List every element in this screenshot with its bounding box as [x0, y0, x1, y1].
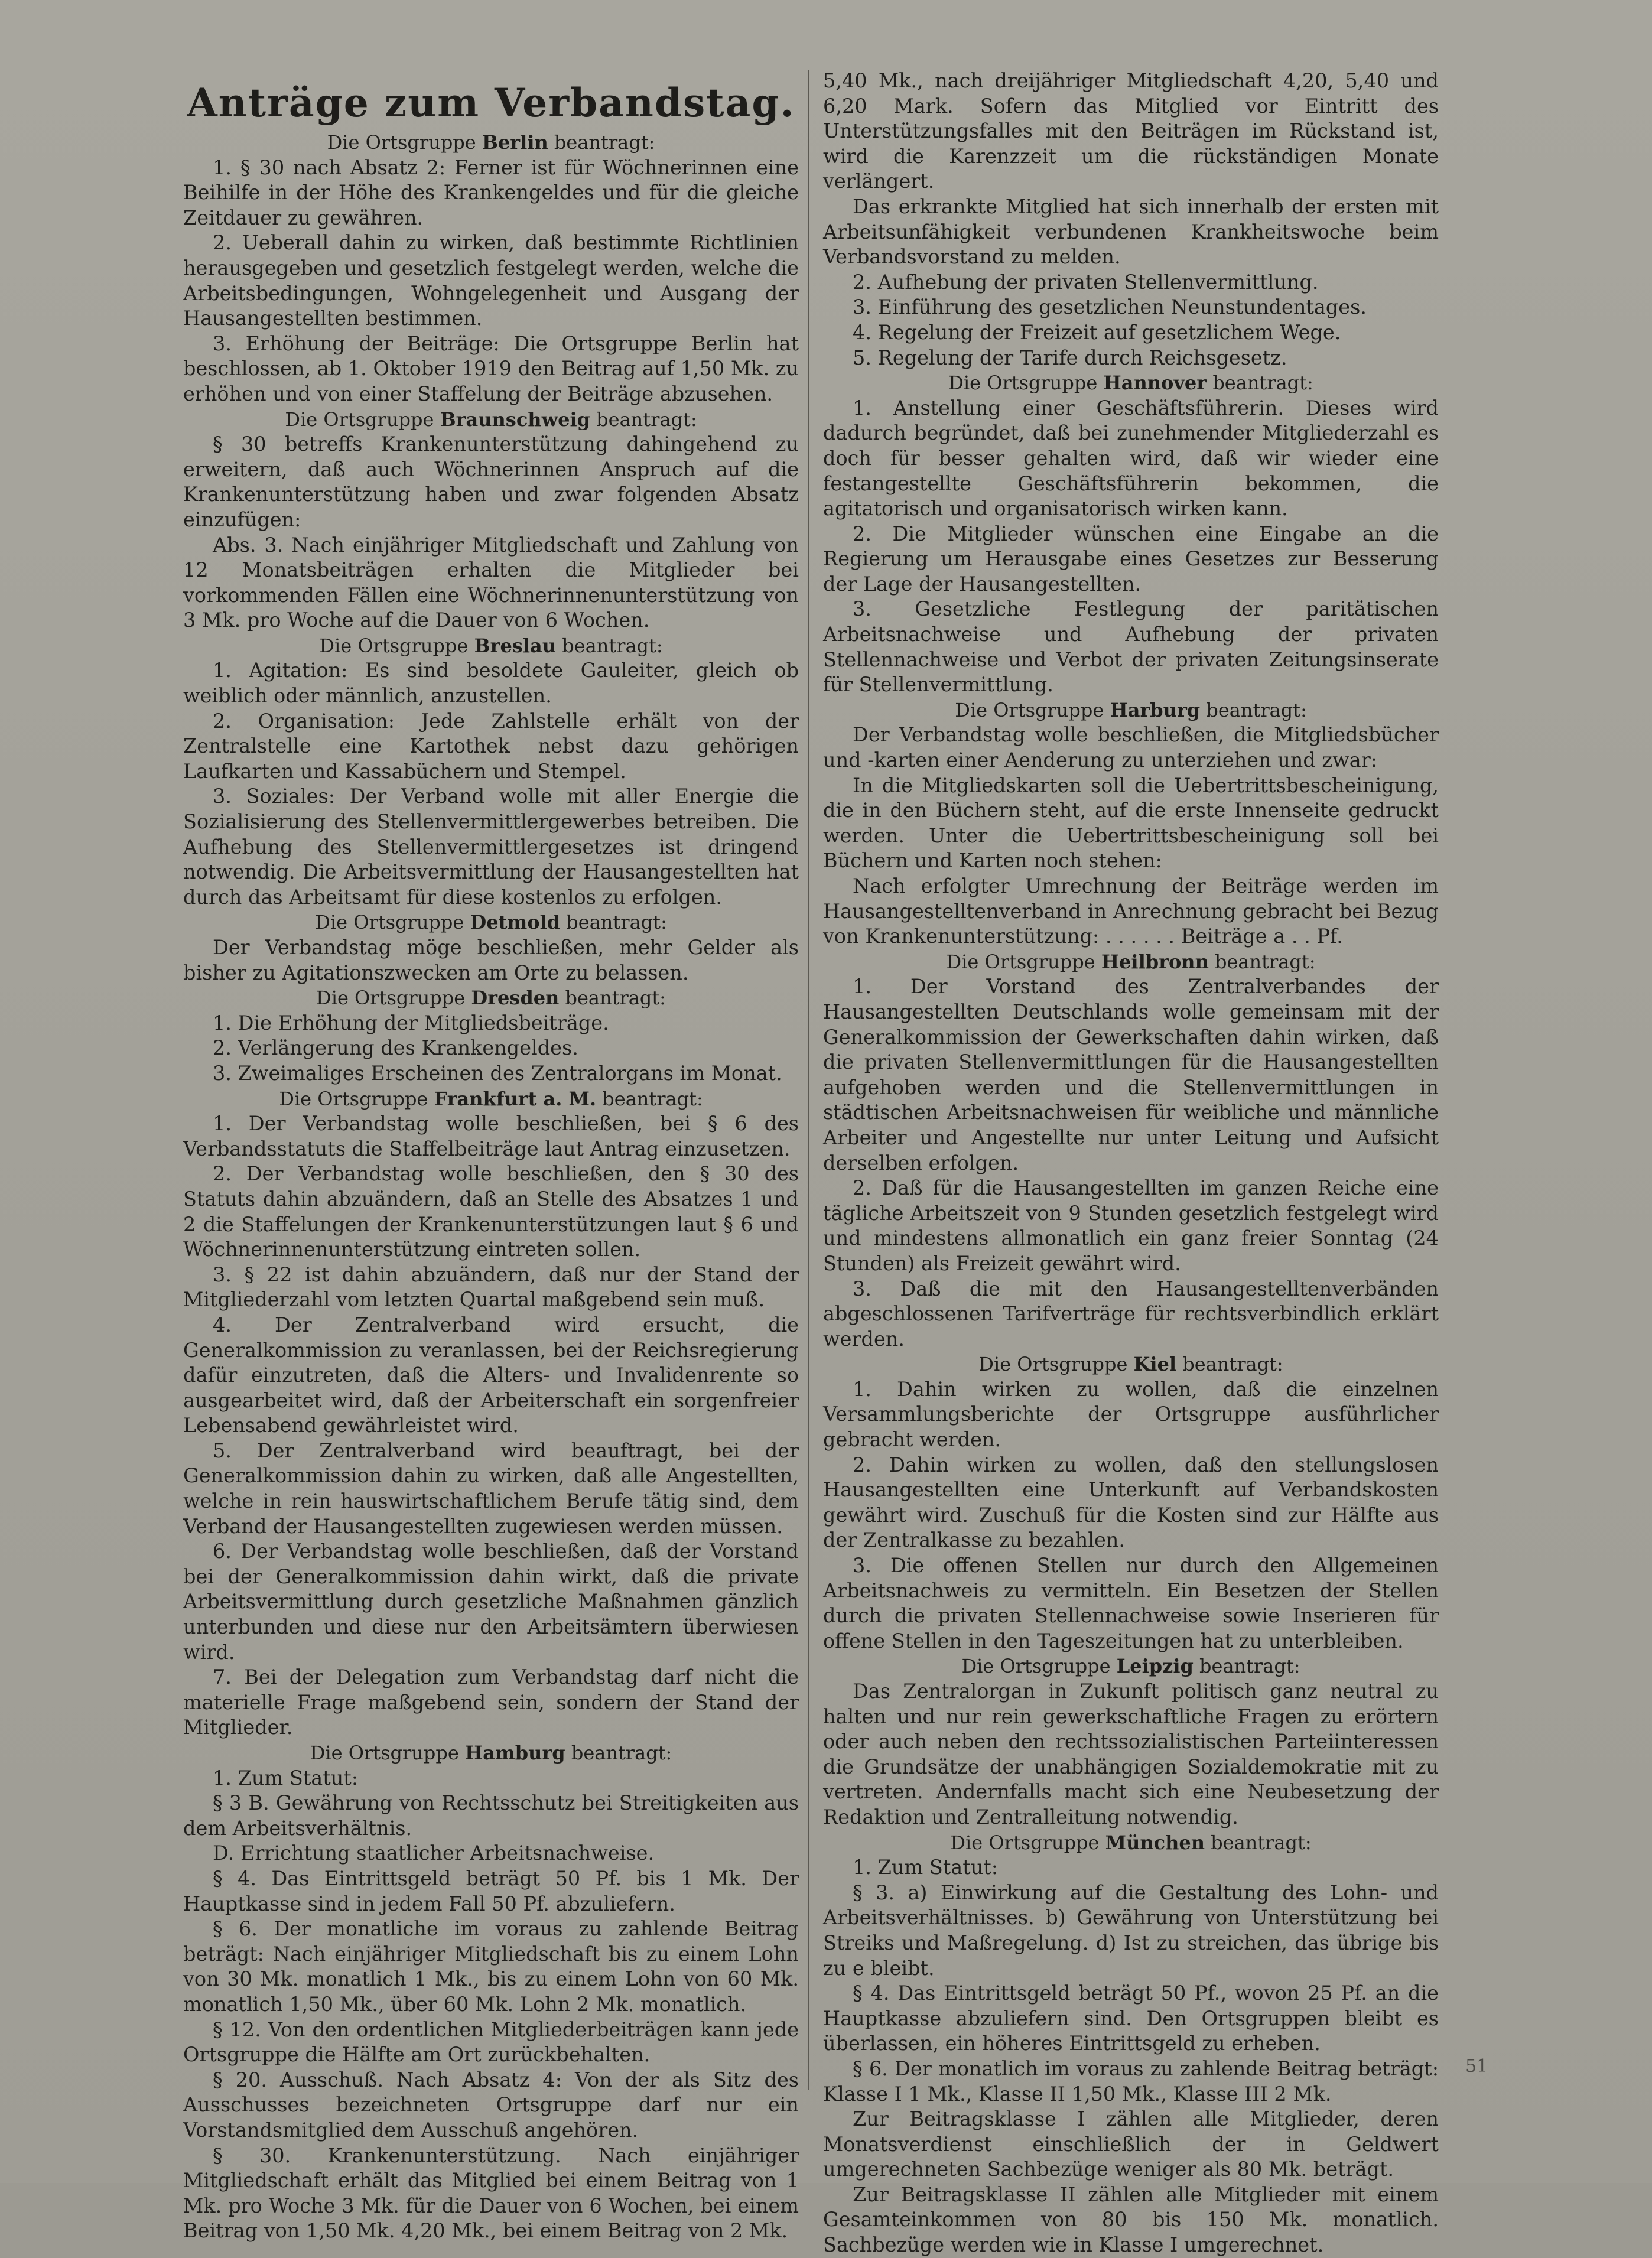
paragraph: 2. Organisation: Jede Zahlstelle erhält von der Zentralstelle eine Kartothek nebst dazu gehörigen Laufkarten und Kassabüchern und Stempel. [183, 709, 799, 783]
paragraph: D. Errichtung staatlicher Arbeitsnachweise. [213, 1841, 655, 1865]
heading-city: Leipzig [1116, 1655, 1194, 1678]
heading-prefix: Die Ortsgruppe [955, 698, 1110, 721]
paragraph: 2. Die Mitglieder wünschen eine Eingabe an die Regierung um Herausgabe eines Gesetzes zur Besserung der Lage der Hausangestellten. [823, 522, 1439, 596]
paragraph: 1. Agitation: Es sind besoldete Gauleiter, gleich ob weiblich oder männlich, anzustellen. [183, 659, 799, 708]
paragraph: § 20. Ausschuß. Nach Absatz 4: Von der als Sitz des Ausschusses bezeichneten Ortsgruppe darf nur ein Vorstandsmitglied dem Ausschuß angehören. [183, 2068, 799, 2142]
paragraph: § 30 betreffs Krankenunterstützung dahingehend zu erweitern, daß auch Wöchnerinnen Anspruch auf die Krankenunterstützung haben und zwar folgenden Absatz einzufügen: [183, 432, 799, 531]
paragraph: § 30. Krankenunterstützung. Nach einjähriger Mitgliedschaft erhält das Mitglied bei einem Beitrag von 1 Mk. pro Woche 3 Mk. für die Dauer von 6 Wochen, bei einem Beitrag von 1,50 Mk. 4,20 Mk., bei einem Beitrag von 2 Mk. [183, 2143, 799, 2243]
section-heading [823, 1654, 1439, 1679]
paragraph: 1. Anstellung einer Geschäftsführerin. Dieses wird dadurch begründet, daß bei zunehmender Mitgliederzahl es doch für besser gehalten wird, daß wir wieder eine festangestellte Geschäftsführerin bekommen, die agitatorisch und organisatorisch wirken kann. [823, 396, 1439, 520]
heading-prefix: Die Ortsgruppe [946, 950, 1101, 973]
paragraph: § 3 B. Gewährung von Rechtsschutz bei Streitigkeiten aus dem Arbeitsverhältnis. [183, 1791, 799, 1840]
section-heading [823, 1830, 1439, 1856]
paragraph: 2. Daß für die Hausangestellten im ganzen Reiche eine tägliche Arbeitszeit von 9 Stunden gesetzlich festgelegt wird und mindestens allmonatlich ein ganz freier Sonntag (24 Stunden) als Freizeit gewährt wird. [823, 1176, 1439, 1275]
section-heading [183, 1086, 799, 1112]
paragraph: 3. Zweimaliges Erscheinen des Zentralorgans im Monat. [213, 1061, 782, 1085]
column-divider [808, 70, 809, 2090]
heading-city: Hamburg [464, 1742, 565, 1764]
paragraph: Das erkrankte Mitglied hat sich innerhalb der ersten mit Arbeitsunfähigkeit verbundenen Krankheitswoche beim Verbandsvorstand zu melden. [823, 194, 1439, 269]
heading-city: Hannover [1103, 372, 1207, 395]
paragraph: 1. § 30 nach Absatz 2: Ferner ist für Wöchnerinnen eine Beihilfe in der Höhe des Krankengeldes und für die gleiche Zeitdauer zu gewähren. [183, 155, 799, 229]
paragraph: 1. Der Verbandstag wolle beschließen, bei § 6 des Verbandsstatuts die Staffelbeiträge laut Antrag einzusetzen. [183, 1112, 799, 1160]
heading-prefix: Die Ortsgruppe [285, 408, 440, 431]
paragraph: 2. Verlängerung des Krankengeldes. [213, 1036, 578, 1060]
heading-prefix: Die Ortsgruppe [319, 634, 474, 657]
heading-suffix: beantragt: [1200, 698, 1307, 721]
paragraph: Der Verbandstag möge beschließen, mehr Gelder als bisher zu Agitationszwecken am Orte zu belassen. [183, 936, 799, 984]
section-heading [823, 949, 1439, 975]
section-heading [823, 698, 1439, 723]
page-title: Anträge zum Verbandstag. [187, 80, 795, 126]
paragraph: 2. Ueberall dahin zu wirken, daß bestimmte Richtlinien herausgegeben und gesetzlich festgelegt werden, welche die Arbeitsbedingungen, Wohngelegenheit und Ausgang der Hausangestellten bestimmen. [183, 231, 799, 330]
paragraph: Zur Beitragsklasse II zählen alle Mitglieder mit einem Gesamteinkommen von 80 bis 150 Mk. monatlich. Sachbezüge werden wie in Klasse I umgerechnet. [823, 2182, 1439, 2257]
paragraph: Zur Beitragsklasse I zählen alle Mitglieder, deren Monatsverdienst einschließlich der in Geldwert umgerechneten Sachbezüge weniger als 80 Mk. beträgt. [823, 2107, 1439, 2181]
heading-suffix: beantragt: [1204, 1831, 1312, 1854]
paragraph: 2. Aufhebung der privaten Stellenvermittlung. [853, 270, 1319, 294]
paragraph: 5,40 Mk., nach dreijähriger Mitgliedschaft 4,20, 5,40 und 6,20 Mark. Sofern das Mitglied vor Eintritt des Unterstützungsfalles mit den Beiträgen im Rückstand ist, wird die Karenzzeit um die rückständigen Monate verlängert. [823, 69, 1439, 193]
paragraph: Nach erfolgter Umrechnung der Beiträge werden im Hausangestelltenverband in Anrechnung gebracht bei Bezug von Krankenunterstützung: . . . . . . Beiträge a . . Pf. [823, 874, 1439, 948]
paragraph: § 12. Von den ordentlichen Mitgliederbeiträgen kann jede Ortsgruppe die Hälfte am Ort zurückbehalten. [183, 2018, 799, 2067]
heading-suffix: beantragt: [1208, 950, 1316, 973]
heading-prefix: Die Ortsgruppe [978, 1353, 1134, 1376]
paragraph: 2. Dahin wirken zu wollen, daß den stellungslosen Hausangestellten eine Unterkunft auf Verbandskosten gewährt wird. Zuschuß für die Kosten sind zur Hälfte aus der Zentralkasse zu bezahlen. [823, 1453, 1439, 1552]
section-heading [823, 370, 1439, 396]
heading-prefix: Die Ortsgruppe [279, 1087, 434, 1110]
paragraph: § 6. Der monatliche im voraus zu zahlende Beitrag beträgt: Nach einjähriger Mitgliedschaft bis zu einem Lohn von 30 Mk. monatlich 1 Mk., bis zu einem Lohn von 60 Mk. monatlich 1,50 Mk., über 60 Mk. Lohn 2 Mk. monatlich. [183, 1917, 799, 2016]
heading-prefix: Die Ortsgruppe [310, 1742, 465, 1764]
left-column-body [183, 130, 799, 2244]
paragraph: 2. Der Verbandstag wolle beschließen, den § 30 des Statuts dahin abzuändern, daß an Stelle des Absatzes 1 und 2 die Staffelungen der Krankenunterstützungen laut § 6 und Wöchnerinnenunterstützung eintreten sollen. [183, 1162, 799, 1261]
section-heading [183, 130, 799, 155]
section-heading [183, 985, 799, 1011]
paragraph: In die Mitgliedskarten soll die Uebertrittsbescheinigung, die in den Büchern steht, auf die erste Innenseite gedruckt werden. Unter die Uebertrittsbescheinigung soll bei Büchern und Karten noch stehen: [823, 773, 1439, 873]
heading-suffix: beantragt: [596, 1087, 703, 1110]
heading-city: Kiel [1133, 1353, 1177, 1376]
heading-city: München [1105, 1831, 1205, 1854]
paragraph: 4. Der Zentralverband wird ersucht, die Generalkommission zu veranlassen, bei der Reichsregierung dafür einzutreten, daß die Alters- und Invalidenrente so ausgearbeitet wird, daß der Arbeiterschaft ein sorgenfreier Lebensabend gewährleistet wird. [183, 1313, 799, 1437]
page-number: 51 [1465, 2056, 1488, 2077]
heading-suffix: beantragt: [1207, 372, 1313, 395]
paragraph: 5. Der Zentralverband wird beauftragt, bei der Generalkommission dahin zu wirken, daß alle Angestellten, welche in rein hauswirtschaftlichem Berufe tätig sind, dem Verband der Hausangestellten zugewiesen werden müssen. [183, 1439, 799, 1538]
paragraph: 1. Zum Statut: [853, 1856, 999, 1879]
heading-city: Detmold [470, 911, 561, 934]
section-heading [823, 1352, 1439, 1377]
heading-city: Dresden [471, 987, 560, 1010]
heading-suffix: beantragt: [548, 131, 655, 154]
heading-suffix: beantragt: [565, 1742, 672, 1764]
paragraph: 1. Die Erhöhung der Mitgliedsbeiträge. [213, 1011, 609, 1034]
paragraph: 3. § 22 ist dahin abzuändern, daß nur der Stand der Mitgliederzahl vom letzten Quartal maßgebend sein muß. [183, 1263, 799, 1312]
section-heading [183, 910, 799, 935]
heading-city: Berlin [482, 131, 548, 154]
heading-prefix: Die Ortsgruppe [315, 911, 470, 934]
paragraph: 4. Regelung der Freizeit auf gesetzlichem Wege. [853, 320, 1341, 344]
heading-prefix: Die Ortsgruppe [961, 1655, 1117, 1678]
section-heading [183, 407, 799, 432]
paragraph: Abs. 3. Nach einjähriger Mitgliedschaft und Zahlung von 12 Monatsbeiträgen erhalten die Mitglieder bei vorkommenden Fällen eine Wöchnerinnenunterstützung von 3 Mk. pro Woche auf die Dauer von 6 Wochen. [183, 533, 799, 632]
heading-prefix: Die Ortsgruppe [950, 1831, 1105, 1854]
section-heading [183, 1740, 799, 1766]
heading-prefix: Die Ortsgruppe [316, 987, 471, 1010]
heading-city: Breslau [474, 634, 557, 657]
paragraph: § 4. Das Eintrittsgeld beträgt 50 Pf., wovon 25 Pf. an die Hauptkasse abzuliefern sind. Den Ortsgruppen bleibt es überlassen, ein höheres Eintrittsgeld zu erheben. [823, 1982, 1439, 2055]
paragraph: 1. Zum Statut: [213, 1766, 359, 1790]
heading-suffix: beantragt: [556, 634, 663, 657]
paragraph: Der Verbandstag wolle beschließen, die Mitgliedsbücher und -karten einer Aenderung zu unterziehen und zwar: [823, 723, 1439, 772]
paragraph: 6. Der Verbandstag wolle beschließen, daß der Vorstand bei der Generalkommission dahin wirkt, daß die private Arbeitsvermittlung durch gesetzliche Maßnahmen gänzlich unterbunden und diese nur den Arbeitsämtern überwiesen wird. [183, 1540, 799, 1664]
heading-suffix: beantragt: [560, 911, 667, 934]
paragraph: 3. Einführung des gesetzlichen Neunstundentages. [853, 295, 1367, 319]
heading-prefix: Die Ortsgruppe [327, 131, 482, 154]
section-heading [183, 633, 799, 659]
paragraph: 3. Daß die mit den Hausangestelltenverbänden abgeschlossenen Tarifverträge für rechtsverbindlich erklärt werden. [823, 1277, 1439, 1351]
paragraph: 3. Erhöhung der Beiträge: Die Ortsgruppe Berlin hat beschlossen, ab 1. Oktober 1919 den Beitrag auf 1,50 Mk. zu erhöhen und von einer Staffelung der Beiträge abzusehen. [183, 331, 799, 405]
heading-suffix: beantragt: [1193, 1655, 1300, 1678]
heading-suffix: beantragt: [559, 987, 666, 1010]
heading-city: Harburg [1110, 698, 1201, 721]
heading-suffix: beantragt: [1176, 1353, 1283, 1376]
left-column [183, 77, 799, 2244]
paragraph: 7. Bei der Delegation zum Verbandstag darf nicht die materielle Frage maßgebend sein, sondern der Stand der Mitglieder. [183, 1665, 799, 1739]
paragraph: 1. Dahin wirken zu wollen, daß die einzelnen Versammlungsberichte der Ortsgruppe ausführlicher gebracht werden. [823, 1377, 1439, 1452]
paragraph: § 4. Das Eintrittsgeld beträgt 50 Pf. bis 1 Mk. Der Hauptkasse sind in jedem Fall 50 Pf. abzuliefern. [183, 1866, 799, 1915]
paragraph: Das Zentralorgan in Zukunft politisch ganz neutral zu halten und nur rein gewerkschaftliche Fragen zu erörtern oder auch neben den rechtssozialistischen Parteiinteressen die Grundsätze der unabhängigen Sozialdemokratie mit zu vertreten. Andernfalls macht sich eine Neubesetzung der Redaktion und Zentralleitung notwendig. [823, 1680, 1439, 1828]
paragraph: 3. Soziales: Der Verband wolle mit aller Energie die Sozialisierung des Stellenvermittlergewerbes betreiben. Die Aufhebung des Stellenvermittlergesetzes ist dringend notwendig. Die Arbeitsvermittlung der Hausangestellten hat durch das Arbeitsamt für diese kostenlos zu erfolgen. [183, 785, 799, 909]
right-column-body [823, 69, 1439, 2258]
heading-prefix: Die Ortsgruppe [948, 372, 1104, 395]
paragraph: 5. Regelung der Tarife durch Reichsgesetz. [853, 346, 1287, 369]
paragraph: 3. Gesetzliche Festlegung der paritätischen Arbeitsnachweise und Aufhebung der privaten Stellennachweise und Verbot der privaten Zeitungsinserate für Stellenvermittlung. [823, 597, 1439, 697]
heading-city: Frankfurt a. M. [434, 1087, 597, 1110]
paragraph: 3. Die offenen Stellen nur durch den Allgemeinen Arbeitsnachweis zu vermitteln. Ein Besetzen der Stellen durch die privaten Stellennachweise sowie Inserieren für offene Stellen in den Tageszeitungen hat zu unterbleiben. [823, 1554, 1439, 1652]
paragraph: § 3. a) Einwirkung auf die Gestaltung des Lohn- und Arbeitsverhältnisses. b) Gewährung von Unterstützung bei Streiks und Maßregelung. d) Ist zu streichen, das übrige bis zu e bleibt. [823, 1880, 1439, 1980]
heading-city: Heilbronn [1101, 950, 1209, 973]
right-column [823, 69, 1439, 2258]
heading-suffix: beantragt: [590, 408, 697, 431]
paragraph: § 6. Der monatlich im voraus zu zahlende Beitrag beträgt: Klasse I 1 Mk., Klasse II 1,50 Mk., Klasse III 2 Mk. [823, 2057, 1439, 2106]
heading-city: Braunschweig [440, 408, 590, 431]
paragraph: 1. Der Vorstand des Zentralverbandes der Hausangestellten Deutschlands wolle gemeinsam mit der Generalkommission der Gewerkschaften dahin wirken, daß die privaten Stellenvermittlungen für die Hausangestellten aufgehoben werden und die Stellenvermittlungen in städtischen Arbeitsnachweisen für weibliche und männliche Arbeiter und Angestellte nur unter Leitung und Aufsicht derselben erfolgen. [823, 975, 1439, 1174]
